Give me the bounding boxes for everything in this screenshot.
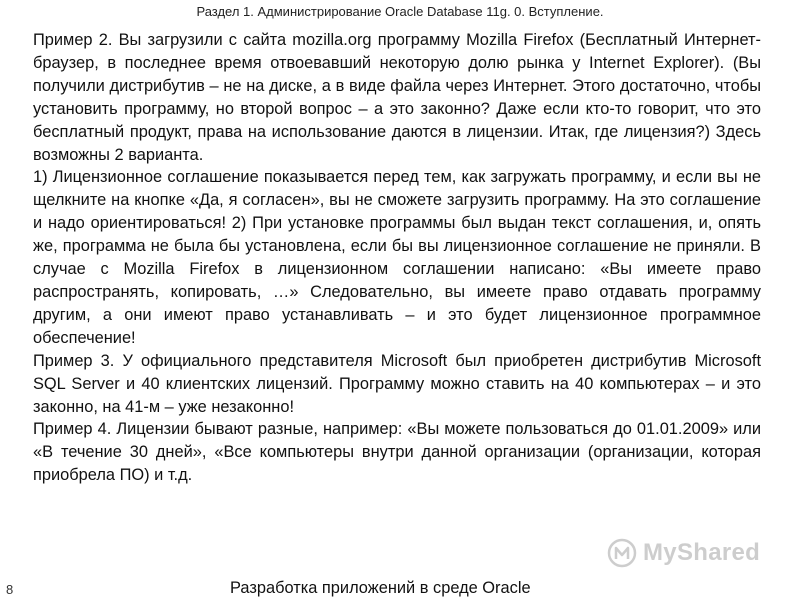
watermark-text: MyShared — [643, 539, 761, 566]
paragraph-example-2: Пример 2. Вы загрузили с сайта mozilla.org программу Mozilla Firefox (Бесплатный Интернет-браузер, в последнее время отвоевавший некоторую долю рынка у Internet Explorer). (Вы получили дистрибутив – не на диске, а в виде файла через Интернет. Этого достаточно, чтобы установить программу, но второй вопрос – а это законно? Даже если кто-то говорит, что это бесплатный продукт, права на использование даются в лицензии. Итак, где лицензия?) Здесь возможны 2 варианта. — [33, 31, 761, 164]
watermark — [607, 534, 767, 572]
paragraph-example-3: Пример 3. У официального представителя Microsoft был приобретен дистрибутив Microsoft SQL Server и 40 клиентских лицензий. Программу можно ставить на 40 компьютерах – и это законно, на 41-м – уже незаконно! — [33, 351, 761, 416]
paragraph-license-variants: 1) Лицензионное соглашение показывается перед тем, как загружать программу, и если вы не щелкните на кнопке «Да, я согласен», вы не сможете загрузить программу. На это соглашение и надо ориентироваться! 2) При установке программы был выдан текст соглашения, и, опять же, программа не была бы установлена, если бы вы лицензионное соглашение не приняли. В случае с Mozilla Firefox в лицензионном соглашении написано: «Вы имеете право распространять, копировать, …» Следовательно, вы имеете право отдавать программу другим, а они имеют право устанавливать – и это будет лицензионное программное обеспечение! — [33, 168, 761, 347]
paragraph-example-4: Пример 4. Лицензии бывают разные, например: «Вы можете пользоваться до 01.01.2009» или «В течение 30 дней», «Все компьютеры внутри данной организации (организации, которая приобрела ПО) и т.д. — [33, 420, 761, 485]
slide-header: Раздел 1. Администрирование Oracle Database 11g. 0. Вступление. — [196, 4, 604, 19]
page-number: 8 — [6, 582, 14, 597]
footer-text: Разработка приложений в среде Oracle — [230, 579, 531, 597]
myshared-logo-icon — [607, 538, 637, 568]
body-text — [33, 29, 761, 487]
